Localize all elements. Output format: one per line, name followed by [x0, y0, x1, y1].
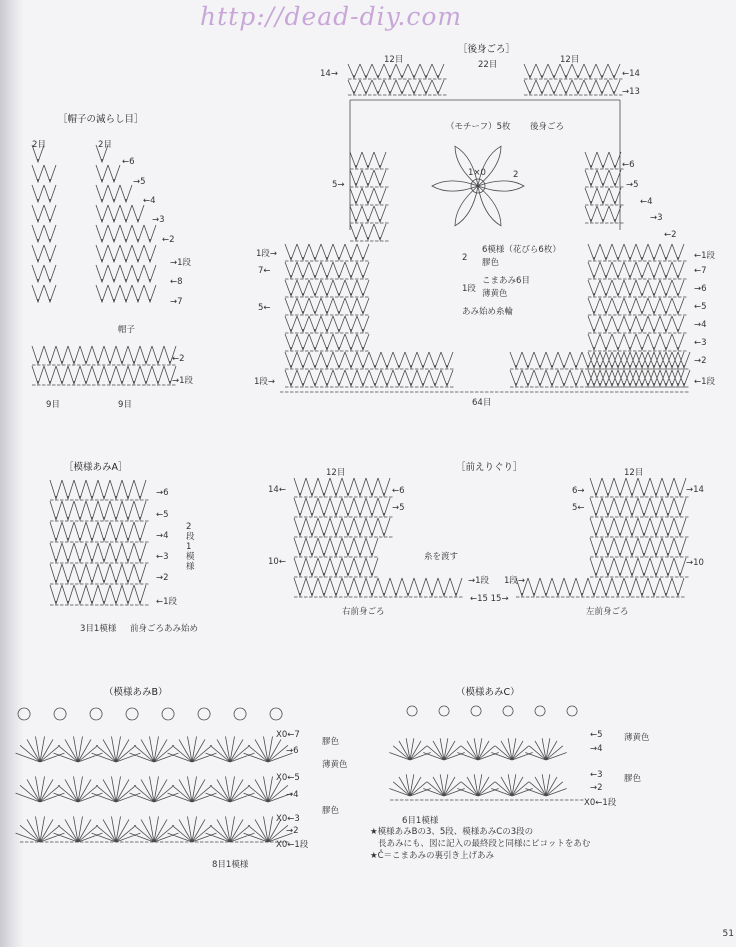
pattern-c-row: →2 [590, 783, 603, 793]
front-right-5: 5← [572, 503, 585, 513]
front-left-15: ←15 15→ [470, 594, 509, 604]
front-left-6: ←6 [392, 486, 405, 496]
hood-row: →5 [133, 177, 146, 187]
back-left-row: 7← [258, 266, 271, 276]
pattern-c-bottom: 6目1模様 [402, 816, 439, 826]
back-right-row: ←1段 [694, 251, 716, 261]
legend-2b: 膠色 [482, 258, 500, 268]
pattern-b-title: （模様あみB） [104, 687, 168, 698]
back-right-row: →2 [694, 356, 707, 366]
motif-back-label: 後身ごろ [530, 122, 565, 132]
back-left-row: 1段→ [256, 249, 278, 259]
front-right-6: 6→ [572, 486, 585, 496]
pattern-c-color: 薄黄色 [624, 733, 650, 743]
hood-lower-row: →1段 [172, 376, 194, 386]
front-title: ［前えりぐり］ [456, 462, 523, 473]
stitch-symbols [16, 64, 690, 842]
pattern-b-color: 薄黄色 [322, 760, 348, 770]
back-right-row: ←7 [694, 266, 707, 276]
pattern-c-row: ←5 [590, 730, 603, 740]
back-left-row: 1段→ [254, 377, 276, 387]
legend-1a: こまあみ6目 [482, 276, 530, 286]
pattern-c-row: ←3 [590, 770, 603, 780]
back-right-row: ←4 [640, 197, 653, 207]
pattern-b-bottom: 8目1模様 [212, 860, 249, 870]
front-left-10: 10← [268, 557, 286, 567]
hood-row: ←6 [122, 157, 135, 167]
motif-x-label: 1×0 [468, 168, 486, 178]
hood-row: →1段 [170, 258, 192, 268]
pattern-b-row: X0←5 [276, 773, 300, 783]
pattern-a-row: ←5 [156, 510, 169, 520]
note-line: ★Č＝こまあみの裏引き上げあみ [370, 851, 495, 861]
legend-1: 1段 [462, 284, 476, 294]
page-number: 51 [722, 929, 734, 939]
pattern-b-row: →2 [286, 826, 299, 836]
hood-row: ←2 [162, 235, 175, 245]
pattern-a-row: ←1段 [156, 597, 178, 607]
front-left-14: 14← [268, 485, 286, 495]
back-right-row: ←6 [622, 160, 635, 170]
back-left-row: 5← [258, 303, 271, 313]
pattern-a-bottom-right: 前身ごろあみ始め [130, 624, 199, 634]
pattern-b-row: →6 [286, 746, 299, 756]
front-left-5: →5 [392, 503, 405, 513]
pattern-b-color: 膠色 [322, 737, 340, 747]
hood-row: ←8 [170, 277, 183, 287]
back-top-left: 12目 [384, 55, 404, 65]
back-right-row: ←5 [694, 302, 707, 312]
hood-title: ［帽子の減らし目］ [58, 114, 144, 125]
back-title: ［後身ごろ］ [458, 44, 516, 55]
hood-row: →7 [170, 297, 183, 307]
motif-label: （モチーフ）5枚 [446, 122, 511, 132]
legend-2: 2 [462, 253, 468, 263]
front-right-top: 12目 [624, 468, 644, 478]
note-line: ★模様あみBの3、5段、模様あみCの3段の [370, 827, 534, 837]
hood-top-right: 2目 [98, 140, 112, 150]
pattern-a-row: →2 [156, 573, 169, 583]
pattern-b-row: X0←7 [276, 730, 300, 740]
legend-2a: 6模様（花びら6枚） [482, 245, 561, 255]
back-left-14: 14→ [320, 69, 338, 79]
back-right-row: →4 [694, 320, 707, 330]
hood-row: ←4 [143, 196, 156, 206]
front-left-caption: 右前身ごろ [342, 607, 385, 617]
front-yarn: 糸を渡す [424, 552, 459, 562]
back-top-right: 12目 [560, 55, 580, 65]
back-right-row: →5 [626, 180, 639, 190]
back-top-center: 22目 [478, 60, 498, 70]
pattern-b-row: X0←3 [276, 814, 300, 824]
pattern-c-color: 膠色 [624, 774, 642, 784]
front-right-1: 1段→ [504, 576, 526, 586]
hood-bottom-left: 9目 [46, 400, 60, 410]
back-right-row: ←3 [694, 338, 707, 348]
pattern-b-color: 膠色 [322, 806, 340, 816]
pattern-a-row: →4 [156, 531, 169, 541]
pattern-a-bottom-left: 3目1模様 [80, 624, 117, 634]
pattern-a-row: ←3 [156, 552, 169, 562]
back-left-row: 5→ [332, 180, 345, 190]
hood-row: →3 [152, 215, 165, 225]
hood-center-label: 帽子 [118, 325, 136, 335]
front-left-1: →1段 [468, 576, 490, 586]
back-bottom: 64目 [472, 398, 492, 408]
pattern-c-row: X0←1段 [584, 798, 617, 808]
legend-1b: 薄黄色 [482, 289, 508, 299]
pattern-c-title: （模様あみC） [456, 687, 520, 698]
hood-lower-row: ←2 [172, 354, 185, 364]
hood-bottom-right: 9目 [118, 400, 132, 410]
motif-2-label: 2 [513, 170, 519, 180]
pattern-a-title: ［模様あみA］ [64, 462, 128, 473]
note-line: 長あみにも、図に記入の最終段と同様にピコットをあむ [378, 839, 591, 849]
watermark: http://dead-diy.com [200, 2, 463, 31]
pattern-a-row: →6 [156, 488, 169, 498]
front-right-14: →14 [686, 485, 704, 495]
back-right-row: ←2 [664, 230, 677, 240]
pattern-c-row: →4 [590, 744, 603, 754]
front-left-top: 12目 [326, 468, 346, 478]
legend-start: あみ始め糸輪 [462, 307, 514, 317]
back-right-row: →3 [650, 213, 663, 223]
pattern-b-row: →4 [286, 790, 299, 800]
pattern-a-bracket: 2段1模様 [186, 522, 195, 572]
pattern-b-row: X0←1段 [276, 840, 309, 850]
front-right-caption: 左前身ごろ [586, 607, 629, 617]
back-right-14: ←14 [622, 69, 640, 79]
notes [370, 826, 590, 862]
hood-top-left: 2目 [32, 140, 46, 150]
back-right-row: →6 [694, 284, 707, 294]
front-right-10: →10 [686, 558, 704, 568]
back-right-13: →13 [622, 87, 640, 97]
back-right-row: ←1段 [694, 377, 716, 387]
